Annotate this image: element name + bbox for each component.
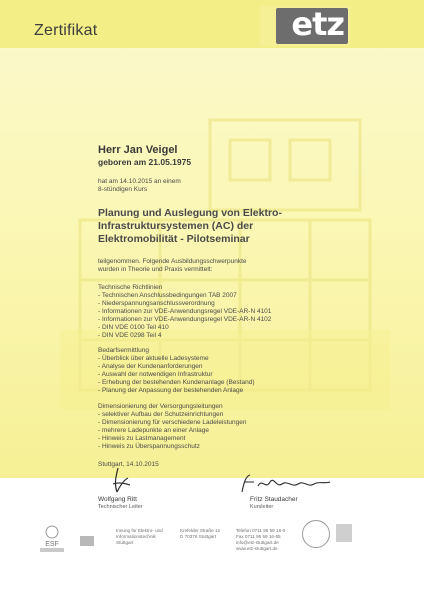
signatory-role: Technischer Leiter <box>98 504 143 510</box>
footer-line: Krefelder Straße 12 <box>180 528 221 533</box>
intro-line: hat am 14.10.2015 an einem <box>98 178 181 185</box>
recipient-name: Herr Jan Veigel <box>98 144 178 156</box>
section-item: - DIN VDE 0100 Teil 410 <box>98 324 169 331</box>
section-heading: Bedarfsermittlung <box>98 347 149 354</box>
signatory-name: Fritz Staudacher <box>250 496 298 503</box>
section-item: - Überblick über aktuelle Ladesysteme <box>98 355 209 362</box>
section-item: - Analyse der Kundenanforderungen <box>98 363 203 370</box>
section-heading: Technische Richtlinien <box>98 284 163 291</box>
section-item: - Informationen zur VDE-Anwendungsregel VDE-AR-N 4102 <box>98 316 272 323</box>
section-item: - mehrere Ladepunkte an einer Anlage <box>98 427 209 434</box>
description-line: teilgenommen. Folgende Ausbildungsschwerpunkte <box>98 258 247 265</box>
esf-logo <box>34 524 70 554</box>
section-item: - Hinweis zu Überspannungsschutz <box>98 443 200 450</box>
signatory-role: Kursleiter <box>250 504 274 510</box>
course-title-line: Infrastruktursystemen (AC) der <box>98 220 254 232</box>
course-title-line: Elektromobilität - Pilotseminar <box>98 233 250 245</box>
header-band <box>0 0 424 48</box>
footer-address <box>180 528 220 540</box>
footer-line: D 70376 Stuttgart <box>180 534 217 539</box>
footer-line: Innung für Elektro- und <box>116 528 163 533</box>
footer-line: info@etz-stuttgart.de <box>236 540 279 545</box>
intro-text <box>98 178 298 194</box>
footer-line: Fax 0711 95 59 16-55 <box>236 534 281 539</box>
footer-line: Stuttgart <box>116 540 134 545</box>
section-item: - selektiver Aufbau der Schutzeinrichtungen <box>98 411 224 418</box>
signatory-ritt <box>98 496 143 511</box>
section-item: - Niederspannungsanschlussverordnung <box>98 300 215 307</box>
signatory-staudacher <box>250 496 298 511</box>
etz-logo <box>260 6 350 46</box>
signature-staudacher-icon <box>238 472 334 496</box>
section-item: - Planung der Anpassung der bestehenden Anlage <box>98 387 244 394</box>
section-bedarfsermittlung <box>98 347 328 395</box>
description-line: wurden in Theorie und Praxis vermittelt: <box>98 266 213 273</box>
section-item: - Informationen zur VDE-Anwendungsregel VDE-AR-N 4101 <box>98 308 272 315</box>
section-dimensionierung <box>98 403 328 451</box>
certificate-title: Zertifikat <box>34 22 98 39</box>
description-text <box>98 258 298 274</box>
signatory-name: Wolfgang Ritt <box>98 496 137 503</box>
eu-flag-icon <box>80 536 94 546</box>
footer-org <box>116 528 163 546</box>
recipient-birthdate: geboren am 21.05.1975 <box>98 157 192 167</box>
intro-line: 8-stündigen Kurs <box>98 186 148 193</box>
certification-badge-icon <box>336 524 352 542</box>
section-heading: Dimensionierung der Versorgungsleitungen <box>98 403 223 410</box>
course-title <box>98 207 328 246</box>
tuv-seal-icon <box>302 520 330 548</box>
place-date: Stuttgart, 14.10.2015 <box>98 461 159 468</box>
section-item: - Erhebung der bestehenden Kundenanlage (Bestand) <box>98 379 255 386</box>
footer-contact <box>236 528 285 552</box>
section-item: - Hinweis zu Lastmanagement <box>98 435 186 442</box>
course-title-line: Planung und Auslegung von Elektro- <box>98 207 282 219</box>
signature-ritt-icon <box>110 466 132 496</box>
footer-line: www.etz-stuttgart.de <box>236 546 278 551</box>
footer-line: Informationstechnik <box>116 534 156 539</box>
esf-label: ESF <box>45 541 59 548</box>
section-technische-richtlinien <box>98 284 328 340</box>
footer-line: Telefon 0711 95 59 16-0 <box>236 528 286 533</box>
etz-logo-text: etz <box>291 5 344 43</box>
section-item: - Dimensionierung für verschiedene Ladeleistungen <box>98 419 247 426</box>
section-item: - Auswahl der notwendigen Infrastruktur <box>98 371 213 378</box>
section-item: - DIN VDE 0298 Teil 4 <box>98 332 162 339</box>
section-item: - Technischen Anschlussbedingungen TAB 2007 <box>98 292 237 299</box>
